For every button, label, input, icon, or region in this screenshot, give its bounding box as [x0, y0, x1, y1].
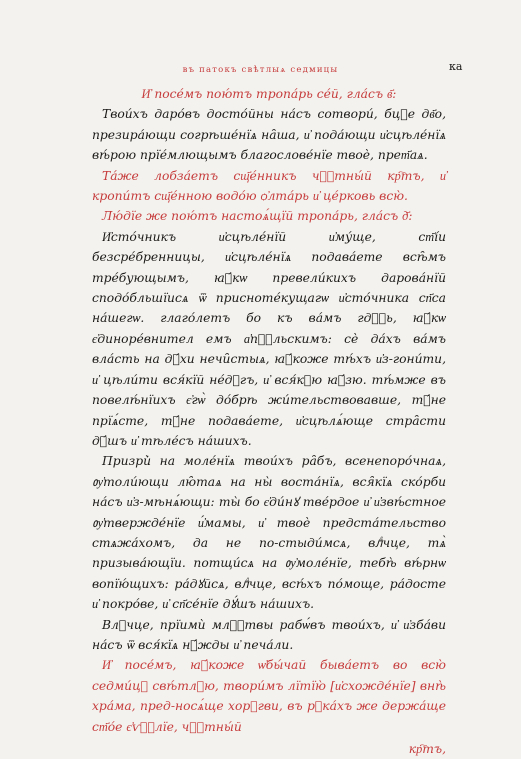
prayer-lady-accept: Влⷣчце, прїимѝ млⷭ҇твы рабѡ́въ твои́хъ, и҆ и҆зба́ви на́съ ѿ вся́кїѧ нꙋ́жды и҆ печа́ли.	[92, 617, 446, 652]
rubric-litany-procession: И҆ посе́мъ, ꙗ҆́коже ѡ҆бы́чай быва́етъ во всю̀ седми́цꙋ свѣ́тлꙋю, твори́мъ лїтїю̀ [и҆схожде́нїе] внѣ̀ хра́ма, пред-носѧ́ще хорꙋгви, въ рꙋка́хъ же держа́ще ст҃о́е є҆ѵⷢ҇лїе, чⷭ҇тны́й	[92, 658, 446, 734]
rubric-troparion-tone-2: И҆ посе́мъ пою́тъ тропа́рь се́й, гла́съ в҃:	[141, 87, 397, 101]
text-body	[92, 84, 446, 759]
rubric-tail: кр҇тъ,	[408, 742, 446, 756]
prayer-theotokos: Призри̇̀ на моле́нїѧ твои́хъ ра̑бъ, всенепоро́чнаѧ, ᲂу҆толи́ющи лю̑таѧ на ны̀ воста́нїѧ, вся̑кїѧ ско́рби на́съ и҆з-мѣнѧ́ющи: ты̀ бо є҆ди́нꙋ тве́рдое и҆ и҆звѣ́стное ᲂу҆твержде́нїе и҆́мамы, и҆ твоѐ предста́тельство стѧжа́хомъ, да не по-стыди́мсѧ, влⷣчце, тѧ̀ призыва́ющїи. потщи́сѧ на ᲂу҆моле́нїе, тебѣ̀ вѣ́рнѡ вопїю́щихъ: ра́дꙋйсѧ, влⷣчце, всѣ́хъ по́моще, ра́досте и҆ покро́ве, и҆ сп҃се́нїе дꙋ́шъ на́шихъ.	[92, 454, 446, 612]
page-number: ка	[449, 60, 463, 73]
rubric-troparion-tone-4: Лю́дїе же пою́тъ настоѧ́щїй тропа́рь, гла́съ д҃:	[102, 209, 413, 224]
troparion-theotokos: Твои́хъ даро́въ досто́йны на́съ сотвори́, бцⷣе дв҃о, презира́ющи согрѣше́нїѧ на̑ша, и҆ пода́ющи и҆сцѣле́нїѧ вѣ́рою прїе́млющымъ благослове́нїе твоѐ, прет҃аѧ.	[92, 107, 446, 163]
running-head: въ патокъ свѣтлыѧ седмицы	[182, 65, 339, 75]
rubric-priest-kisses-cross: Та́же лобза́етъ сщ҃е́нникъ чⷭ҇тны́й кр҇тъ, и҆ кропи́тъ сщ҃е́нною водо́ю ѻ҆лта́рь и҆ це́рковь всю̀.	[92, 168, 446, 204]
troparion-unmercenaries: И҆сто́чникъ и҆сцѣле́нїй и҆му́ще, ст҃і́и безсре́бренницы, и҆сцѣле́нїѧ подава́ете всѣ̑мъ тре́бующымъ, ꙗ҆́кѡ превели́кихъ дарова́нїй сподо́бльшїисѧ ѿ присноте́кущагѡ и҆сто́чника сп҃са на́шегѡ. глаго́летъ бо къ ва́мъ гдⷭ҇ь, ꙗ҆́кѡ є҆диноре́внител емъ а҆пⷭ҇льскимъ: сѐ да́хъ ва́мъ вла́сть на дꙋ́хи нечи̑стыѧ, ꙗ҆́коже тѣ́хъ и҆з-гони́ти, и҆ цѣли́ти вся́кїй не́дꙋгъ, и҆ вся́кꙋю ꙗ҆́зю. тѣ́мже въ повелѣ́нїихъ є҆гѡ̀ до́брѣ жи́тельствовавше, тꙋ́не прїѧ́сте, тꙋ́не подава́ете, и҆сцѣлѧ́юще стра̑сти дꙋ́шъ и҆ тѣле́съ на́шихъ.	[92, 229, 446, 448]
